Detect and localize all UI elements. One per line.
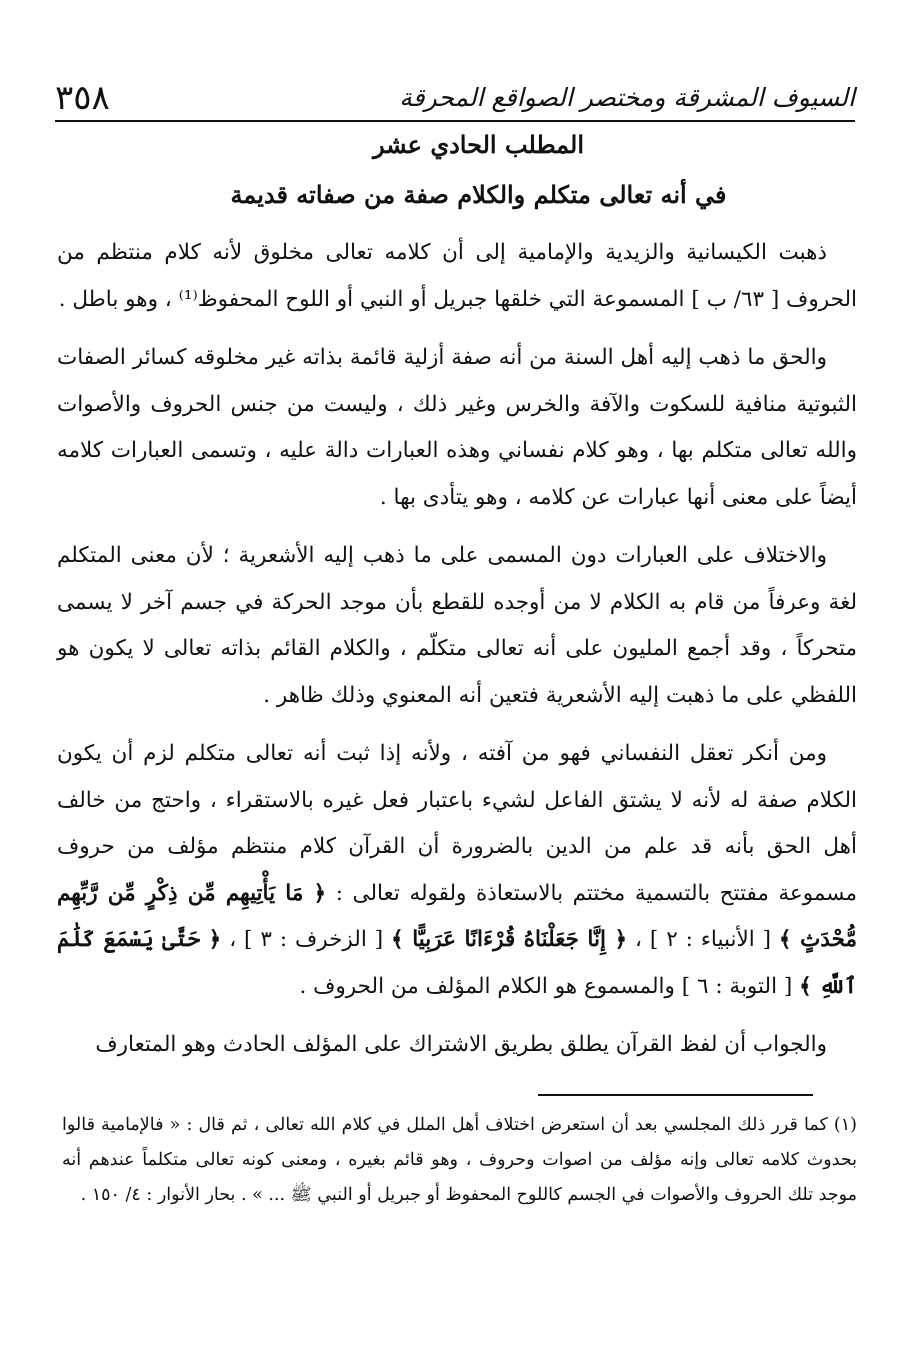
section-subtitle: في أنه تعالى متكلم والكلام صفة من صفاته قديمة: [230, 180, 727, 209]
page-number: ٣٥٨: [55, 78, 110, 118]
quran-verse: ﴿ حَتَّىٰ يَسْمَعَ كَلَٰمَ ٱللَّهِ ﴾: [57, 927, 857, 999]
paragraph: ذهبت الكيسانية والزيدية والإمامية إلى أن كلامه تعالى مخلوق لأنه كلام منتظم من الحروف [ ٦٣/ ب ] المسموعة التي خلقها جبريل أو النبي أو اللوح المحفوظ⁽¹⁾ ، وهو باطل .: [57, 240, 857, 312]
paragraph: والاختلاف على العبارات دون المسمى على ما ذهب إليه الأشعرية ؛ لأن معنى المتكلم لغة وعرفاً من قام به الكلام لا من أوجده للقطع بأن موجد الحركة في جسم آخر لا يسمى متحركاً ، وقد أجمع المليون على أنه تعالى متكلّم ، والكلام القائم بذاته تعالى لا يكون هو اللفظي على ما ذهبت إليه الأشعرية فتعين أنه المعنوي وذلك ظاهر .: [57, 543, 857, 708]
running-title: السيوف المشرقة ومختصر الصواقع المحرقة: [399, 83, 855, 112]
section-title: المطلب الحادي عشر: [373, 130, 584, 159]
paragraph-text: ومن أنكر تعقل النفساني فهو من آفته ، ولأنه إذا ثبت أنه تعالى متكلم لزم أن يكون الكلام صفة له لأنه لا يشتق الفاعل لشيء باعتبار فعل غيره بالاستقراء ، واحتج من خالف أهل الحق بأنه قد علم من الدين بالضرورة أن القرآن كلام منتظم مؤلف من حروف مسموعة مفتتح بالتسمية مختتم بالاستعاذة ولقوله تعالى :: [57, 741, 857, 906]
paragraph: والجواب أن لفظ القرآن يطلق بطريق الاشتراك على المؤلف الحادث وهو المتعارف: [95, 1032, 827, 1057]
quran-verse: ﴿ إِنَّا جَعَلْنَاهُ قُرْءَانًا عَرَبِيًّا ﴾: [391, 927, 628, 952]
verse-reference: [ الزخرف : ٣ ] ،: [229, 927, 384, 952]
verse-reference: [ التوبة : ٦ ]: [681, 973, 793, 999]
quran-verse: ﴿ مَا يَأْتِيهِم مِّن ذِكْرٍ مِّن رَّبِّهِم مُّحْدَثٍ ﴾: [57, 880, 857, 952]
footnote-divider: [538, 1094, 813, 1096]
footnote: (١) كما قرر ذلك المجلسي بعد أن استعرض اختلاف أهل الملل في كلام الله تعالى ، ثم قال : « فالإمامية قالوا بحدوث كلامه تعالى وإنه مؤلف من اصوات وحروف ، وهو قائم بغيره ، ومعنى كونه تعالى متكلماً عندهم أنه موجد تلك الحروف والأصوات في الجسم كاللوح المحفوظ أو جبريل أو النبي ﷺ ... » . بحار الأنوار : ٤/ ١٥٠ .: [62, 1115, 857, 1205]
header-divider: [55, 120, 855, 122]
main-text: [57, 230, 857, 1081]
paragraph-tail: والمسموع هو الكلام المؤلف من الحروف .: [299, 973, 675, 999]
verse-reference: [ الأنبياء : ٢ ] ،: [635, 927, 771, 952]
page-header: [55, 70, 855, 118]
paragraph: والحق ما ذهب إليه أهل السنة من أنه صفة أزلية قائمة بذاته غير مخلوقه كسائر الصفات الثبوتية منافية للسكوت والآفة والخرس وغير ذلك ، وليست من جنس الحروف والأصوات والله تعالى متكلم بها ، وهو كلام نفساني وهذه العبارات دالة عليه ، وتسمى العبارات كلامه أيضاً على معنى أنها عبارات عن كلامه ، وهو يتأدى بها .: [57, 345, 857, 510]
paragraph-with-quran: [57, 731, 857, 1010]
